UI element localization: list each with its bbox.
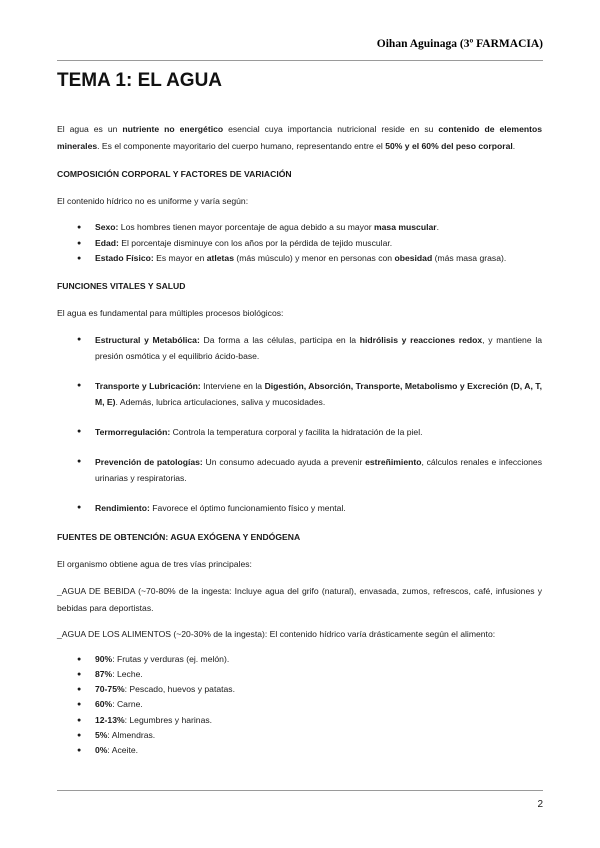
bold-text: Edad: (95, 237, 119, 248)
bold-text: hidrólisis y reacciones redox (359, 334, 483, 345)
bold-text: 87% (95, 668, 113, 679)
text: Interviene en la (200, 380, 265, 391)
alimento-list-item (57, 697, 542, 712)
funciones-list-item (57, 500, 542, 516)
agua-de-bebida-paragraph: _AGUA DE BEBIDA (~70-80% de la ingesta: Incluye agua del grifo (natural), envasada, zumos, refrescos, café, infusiones y bebidas para deportistas. (57, 585, 542, 613)
footer-rule (57, 790, 543, 791)
bold-text: 70-75% (95, 684, 125, 695)
text: Los hombres tienen mayor porcentaje de agua debido a su mayor (118, 222, 374, 232)
section-heading-composicion: COMPOSICIÓN CORPORAL Y FACTORES DE VARIACIÓN (57, 169, 292, 179)
bold-text: contenido de elementos minerales (57, 124, 542, 151)
section-lead-composicion: El contenido hídrico no es uniforme y varía según: (57, 196, 249, 206)
alimentos-water-list (57, 652, 542, 759)
bold-text: 0% (95, 745, 108, 756)
intro-paragraph (57, 121, 542, 155)
text: : Frutas y verduras (ej. melón). (112, 653, 230, 664)
text: . (436, 222, 439, 232)
composicion-list-item (57, 236, 542, 252)
bold-text: Digestión, Absorción, Transporte, Metabolismo y Excreción (D, A, T, M, E) (95, 380, 542, 407)
bold-text: 60% (95, 699, 113, 710)
document-body (57, 121, 542, 759)
text: Favorece el óptimo funcionamiento físico y mental. (149, 502, 346, 513)
alimento-list-item (57, 743, 542, 758)
composicion-list (57, 220, 542, 267)
funciones-list-item (57, 378, 542, 410)
bold-text: nutriente no energético (122, 124, 224, 134)
text: (más masa grasa). (432, 253, 507, 263)
bold-text: obesidad (394, 253, 433, 263)
text: : Pescado, huevos y patatas. (124, 684, 235, 695)
bold-text: Rendimiento: (95, 502, 150, 513)
agua-de-alimentos-paragraph: _AGUA DE LOS ALIMENTOS (~20-30% de la ingesta): El contenido hídrico varía drásticamente según el alimento: (57, 628, 496, 639)
bold-text: Termorregulación: (95, 426, 171, 437)
text: esencial cuya importancia nutricional reside en su (223, 124, 439, 134)
text: (más músculo) y menor en personas con (233, 253, 395, 263)
funciones-list-item (57, 332, 542, 364)
header-rule (57, 60, 543, 61)
text: Da forma a las células, participa en la (199, 334, 360, 345)
text: El agua es un (57, 124, 123, 134)
bold-text: Transporte y Lubricación: (95, 380, 201, 391)
text: , y mantiene la presión osmótica y el equilibrio ácido-base. (95, 334, 543, 361)
text: , cálculos renales e infecciones urinarias y respiratorias. (95, 456, 542, 483)
text: Un consumo adecuado ayuda a prevenir (202, 456, 366, 467)
bold-text: masa muscular (374, 222, 437, 232)
alimento-list-item (57, 728, 542, 743)
bold-text: atletas (206, 253, 234, 263)
alimento-list-item (57, 652, 542, 667)
section-lead-funciones: El agua es fundamental para múltiples procesos biológicos: (57, 307, 284, 318)
section-heading-fuentes: FUENTES DE OBTENCIÓN: AGUA EXÓGENA Y ENDÓGENA (57, 531, 301, 542)
text: : Carne. (112, 699, 143, 710)
composicion-list-item (57, 220, 542, 236)
text: . Además, lubrica articulaciones, saliva y mucosidades. (115, 396, 326, 407)
composicion-list-item (57, 251, 542, 267)
bold-text: 12-13% (95, 714, 125, 725)
bold-text: estreñimiento (365, 456, 422, 467)
text: Controla la temperatura corporal y facilita la hidratación de la piel. (170, 426, 423, 437)
bold-text: Prevención de patologías: (95, 456, 203, 467)
bold-text: Sexo: (95, 222, 119, 232)
text: : Almendras. (107, 729, 156, 740)
bold-text: 5% (95, 729, 108, 740)
bold-text: 90% (95, 653, 113, 664)
text: : Leche. (112, 668, 143, 679)
text: : Aceite. (107, 745, 138, 756)
funciones-list (57, 332, 542, 516)
alimento-list-item (57, 682, 542, 697)
funciones-list-item (57, 454, 542, 486)
funciones-list-item (57, 424, 542, 440)
bold-text: Estructural y Metabólica: (95, 334, 200, 345)
section-lead-fuentes: El organismo obtiene agua de tres vías principales: (57, 558, 252, 569)
bold-text: Estado Físico: (95, 253, 154, 263)
header-author: Oihan Aguinaga (3º FARMACIA) (376, 38, 543, 50)
alimento-list-item (57, 713, 542, 728)
bold-text: 50% y el 60% del peso corporal (385, 141, 513, 151)
section-heading-funciones: FUNCIONES VITALES Y SALUD (57, 280, 186, 291)
text: El porcentaje disminuye con los años por la pérdida de tejido muscular. (118, 237, 393, 248)
alimento-list-item (57, 667, 542, 682)
text: : Legumbres y harinas. (124, 714, 213, 725)
page-title: TEMA 1: EL AGUA (57, 70, 223, 91)
text: Es mayor en (153, 253, 207, 263)
text: . Es el componente mayoritario del cuerpo humano, representando entre el (97, 141, 386, 151)
text: . (512, 141, 516, 151)
page-number: 2 (537, 799, 543, 810)
